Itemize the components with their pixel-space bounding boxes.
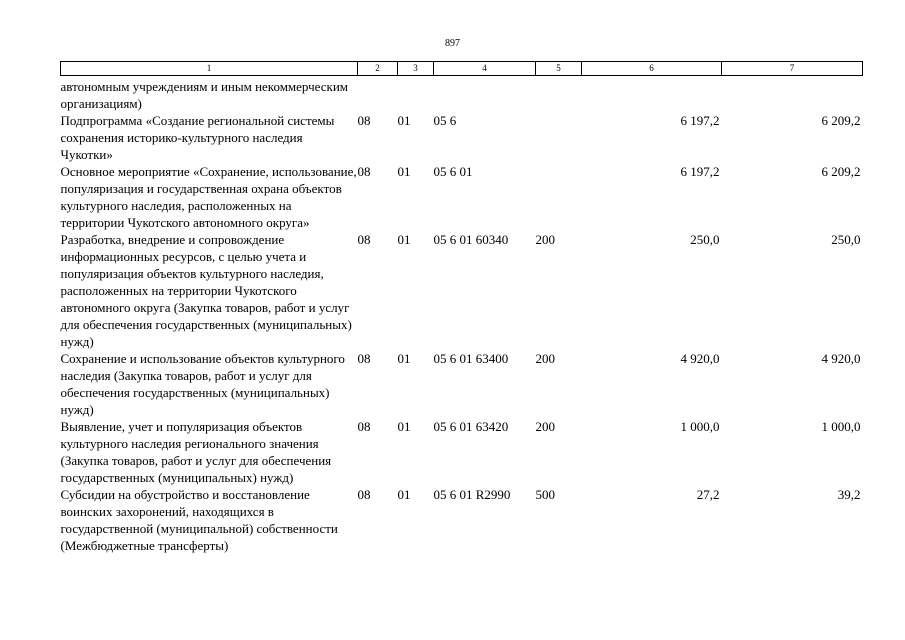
row-name: автономным учреждениям и иным некоммерческим организациям)	[60, 79, 349, 111]
row-subsection: 01	[397, 164, 411, 179]
table-row	[61, 350, 863, 418]
row-subsection: 01	[397, 232, 411, 247]
row-name: Подпрограмма «Создание региональной системы сохранения историко-культурного наследия Чукотки»	[60, 113, 335, 162]
row-target-code	[434, 76, 536, 113]
row-subsection: 01	[397, 487, 411, 502]
row-subsection: 01	[397, 351, 411, 366]
table-row	[61, 76, 863, 113]
row-amount-1	[582, 76, 722, 113]
header-col-4: 4	[434, 62, 536, 76]
row-expense-type: 200	[535, 232, 555, 247]
row-section: 08	[357, 232, 371, 247]
row-amount-1: 4 920,0	[680, 351, 720, 366]
row-amount-1: 6 197,2	[680, 113, 720, 128]
row-expense-type	[536, 163, 582, 231]
row-target-code: 05 6 01	[433, 164, 473, 179]
row-target-code: 05 6 01 R2990	[433, 487, 511, 502]
row-name: Субсидии на обустройство и восстановление воинских захоронений, находящихся в государственной (муниципальной) собственности (Межбюджетные трансферты)	[60, 487, 338, 553]
row-target-code: 05 6 01 60340	[433, 232, 509, 247]
row-amount-2: 6 209,2	[821, 164, 861, 179]
header-col-3: 3	[398, 62, 434, 76]
row-section	[358, 76, 398, 113]
row-amount-1: 6 197,2	[680, 164, 720, 179]
row-subsection: 01	[397, 419, 411, 434]
table-row	[61, 112, 863, 163]
header-col-2: 2	[358, 62, 398, 76]
table-row	[61, 231, 863, 350]
table-row	[61, 418, 863, 486]
row-name: Разработка, внедрение и сопровождение информационных ресурсов, с целью учета и популяризация объектов культурного наследия, расположенных на территории Чукотского автономного округа (Закупка товаров, работ и услуг для обеспечения государственных (муниципальных) нужд)	[60, 232, 352, 349]
row-amount-1: 1 000,0	[680, 419, 720, 434]
budget-table	[60, 61, 863, 554]
row-target-code: 05 6	[433, 113, 457, 128]
row-expense-type	[536, 76, 582, 113]
header-col-1: 1	[61, 62, 358, 76]
row-amount-1: 27,2	[696, 487, 720, 502]
row-expense-type	[536, 112, 582, 163]
row-amount-2: 39,2	[837, 487, 861, 502]
row-section: 08	[357, 164, 371, 179]
row-subsection: 01	[397, 113, 411, 128]
header-col-7: 7	[722, 62, 863, 76]
row-target-code: 05 6 01 63400	[433, 351, 509, 366]
row-amount-1: 250,0	[690, 232, 720, 247]
row-amount-2: 4 920,0	[821, 351, 861, 366]
header-col-6: 6	[582, 62, 722, 76]
row-target-code: 05 6 01 63420	[433, 419, 509, 434]
header-row	[61, 62, 863, 76]
row-expense-type: 500	[535, 487, 555, 502]
row-amount-2: 250,0	[831, 232, 861, 247]
table-header	[61, 62, 863, 76]
row-amount-2: 1 000,0	[821, 419, 861, 434]
table-row	[61, 163, 863, 231]
row-expense-type: 200	[535, 351, 555, 366]
page-number: 897	[445, 38, 460, 49]
row-expense-type: 200	[535, 419, 555, 434]
row-section: 08	[357, 419, 371, 434]
header-col-5: 5	[536, 62, 582, 76]
row-section: 08	[357, 113, 371, 128]
row-name: Основное мероприятие «Сохранение, использование, популяризация и государственная охрана объектов культурного наследия, расположенных на территории Чукотского автономного округа»	[60, 164, 357, 230]
row-name: Сохранение и использование объектов культурного наследия (Закупка товаров, работ и услуг для обеспечения государственных (муниципальных) нужд)	[60, 351, 345, 417]
row-subsection	[398, 76, 434, 113]
row-section: 08	[357, 487, 371, 502]
table-row	[61, 486, 863, 554]
row-section: 08	[357, 351, 371, 366]
row-amount-2: 6 209,2	[821, 113, 861, 128]
row-name: Выявление, учет и популяризация объектов культурного наследия регионального значения (Закупка товаров, работ и услуг для обеспечения государственных (муниципальных) нужд)	[60, 419, 332, 485]
table-body	[61, 76, 863, 555]
row-amount-2	[722, 76, 863, 113]
